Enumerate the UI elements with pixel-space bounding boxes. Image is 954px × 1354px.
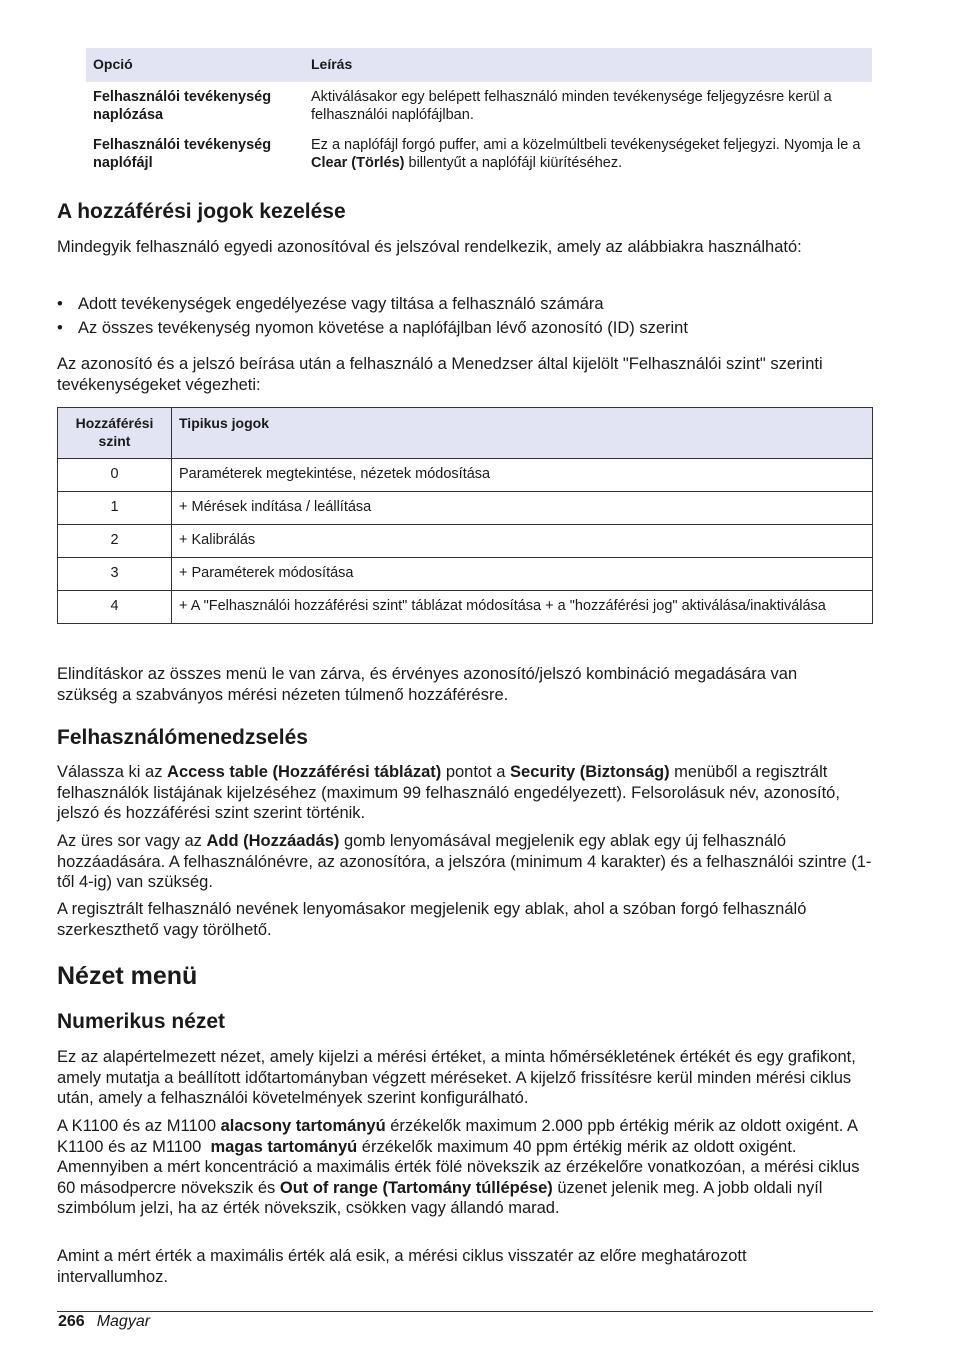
footer-language: Magyar [96, 1313, 151, 1330]
options-table-header [86, 48, 872, 82]
bold-term: Access table (Hozzáférési táblázat) [167, 763, 442, 781]
option-description [299, 130, 872, 178]
bold-term: Add (Hozzáadás) [206, 832, 340, 850]
bullet-text: Adott tevékenységek engedélyezése vagy tiltása a felhasználó számára [78, 295, 604, 313]
bullet-text: Az összes tevékenység nyomon követése a naplófájlban lévő azonosító (ID) szerint [78, 319, 688, 337]
rights-cell: Paraméterek megtekintése, nézetek módosítása [172, 459, 873, 492]
rights-cell: + Mérések indítása / leállítása [172, 492, 873, 525]
view-menu-heading: Nézet menü [57, 962, 198, 990]
access-rights-closing: Elindításkor az összes menü le van zárva, és érvényes azonosító/jelszó kombináció megadására van szükség a szabványos mérési nézeten túlmenő hozzáférésre. [57, 665, 798, 704]
bold-term: Out of range (Tartomány túllépése) [279, 1178, 553, 1197]
text-segment: billentyűt a naplófájl kiürítéséhez. [404, 155, 623, 171]
table-row [58, 558, 873, 591]
rights-cell: + A "Felhasználói hozzáférési szint" táblázat módosítása + a "hozzáférési jog" aktiválása/inaktiválása [172, 591, 873, 624]
option-description: Aktiválásakor egy belépett felhasználó minden tevékenysége feljegyzésre kerül a felhasználói naplófájlban. [311, 89, 832, 123]
text-segment: Ez a naplófájl forgó puffer, ami a közelmúltbeli tevékenységeket feljegyzi. Nyomja le a [311, 137, 861, 153]
access-level-cell: 2 [58, 525, 172, 558]
table-row [86, 130, 872, 178]
user-management-p2 [57, 831, 877, 893]
rights-cell: + Paraméterek módosítása [172, 558, 873, 591]
access-rights-bullets [57, 294, 857, 342]
text-segment: A K1100 és az M1100 [57, 1117, 221, 1135]
table-row [86, 82, 872, 130]
access-level-table-header [58, 408, 873, 459]
text-segment: menüből a regisztrált felhasználók listájának kijelzéséhez (maximum 99 felhasználó engedélyezett). Felsorolásuk név, azonosító, jelszó és hozzáférési szint szerint történik. [57, 763, 840, 822]
bullet-icon: • [57, 295, 63, 313]
bold-term: Security (Biztonság) [510, 763, 670, 781]
bold-term: Clear (Törlés) [311, 155, 405, 171]
user-management-p1 [57, 762, 857, 824]
numeric-view-heading: Numerikus nézet [57, 1010, 226, 1033]
header-typical-rights: Tipikus jogok [172, 408, 873, 459]
access-level-cell: 4 [58, 591, 172, 624]
access-level-cell: 1 [58, 492, 172, 525]
table-row [58, 459, 873, 492]
access-rights-heading: A hozzáférési jogok kezelése [57, 200, 346, 223]
access-rights-intro: Mindegyik felhasználó egyedi azonosítóval és jelszóval rendelkezik, amely az alábbiakra használható: [57, 238, 802, 256]
numeric-view-p2 [57, 1116, 872, 1219]
page-footer [58, 1313, 150, 1331]
user-management-heading: Felhasználómenedzselés [57, 726, 308, 749]
text-segment: üzenet jelenik meg. A jobb oldali nyíl szimbólum jelzi, ha az érték növekszik, csökken vagy állandó marad. [57, 1178, 823, 1217]
access-level-cell: 3 [58, 558, 172, 591]
header-access-level: Hozzáférési szint [58, 408, 172, 459]
bullet-icon: • [57, 319, 63, 337]
table-row [58, 591, 873, 624]
access-level-cell: 0 [58, 459, 172, 492]
text-segment: Válassza ki az [57, 763, 168, 781]
options-header-description: Leírás [311, 56, 353, 72]
text-segment: pontot a [441, 763, 511, 781]
bold-term: magas tartományú [210, 1137, 358, 1156]
table-row [58, 492, 873, 525]
text-segment: gomb lenyomásával megjelenik egy ablak egy új felhasználó hozzáadására. A felhasználónévre, az azonosítóra, a jelszóra (minimum 4 karakter) és a felhasználói szintre (1-től 4-ig) van szükség. [57, 832, 872, 891]
access-level-table [57, 407, 873, 624]
table-row [58, 525, 873, 558]
text-segment: Az üres sor vagy az [57, 832, 207, 850]
option-name: Felhasználói tevékenység naplófájl [93, 137, 272, 171]
list-item [57, 294, 857, 315]
access-rights-after-bullets: Az azonosító és a jelszó beírása után a felhasználó a Menedzser által kijelölt "Felhasználói szint" szerinti tevékenységeket végezheti: [57, 355, 823, 394]
rights-cell: + Kalibrálás [172, 525, 873, 558]
footer-divider [57, 1311, 873, 1312]
bold-term: alacsony tartományú [220, 1117, 386, 1135]
user-management-p3: A regisztrált felhasználó nevének lenyomásakor megjelenik egy ablak, ahol a szóban forgó felhasználó szerkeszthető vagy törölhető. [57, 900, 807, 939]
numeric-view-p3: Amint a mért érték a maximális érték alá esik, a mérési ciklus visszatér az előre meghatározott intervallumhoz. [57, 1247, 747, 1286]
options-header-option: Opció [93, 56, 133, 72]
text-segment: érzékelők maximum 2.000 ppb értékig mérik az oldott oxigént. A K1100 és az M1100 [57, 1117, 862, 1156]
page-number: 266 [58, 1313, 85, 1330]
options-table [86, 48, 872, 178]
list-item [57, 318, 857, 339]
numeric-view-p1: Ez az alapértelmezett nézet, amely kijelzi a mérési értéket, a minta hőmérsékletének értékét és egy grafikont, amely mutatja a beállított időtartományban végzett méréseket. A kijelző frissítésre kerül minden mérési ciklus után, amely a felhasználói követelmények szerint konfigurálható. [57, 1048, 856, 1107]
text-segment: érzékelők maximum 40 ppm értékig mérik az oldott oxigént. Amennyiben a mért koncentráció a maximális érték fölé növekszik az érzékelőre vonatkozóan, a mérési ciklus 60 másodpercre növekszik és [57, 1137, 860, 1197]
option-name: Felhasználói tevékenység naplózása [93, 89, 272, 123]
